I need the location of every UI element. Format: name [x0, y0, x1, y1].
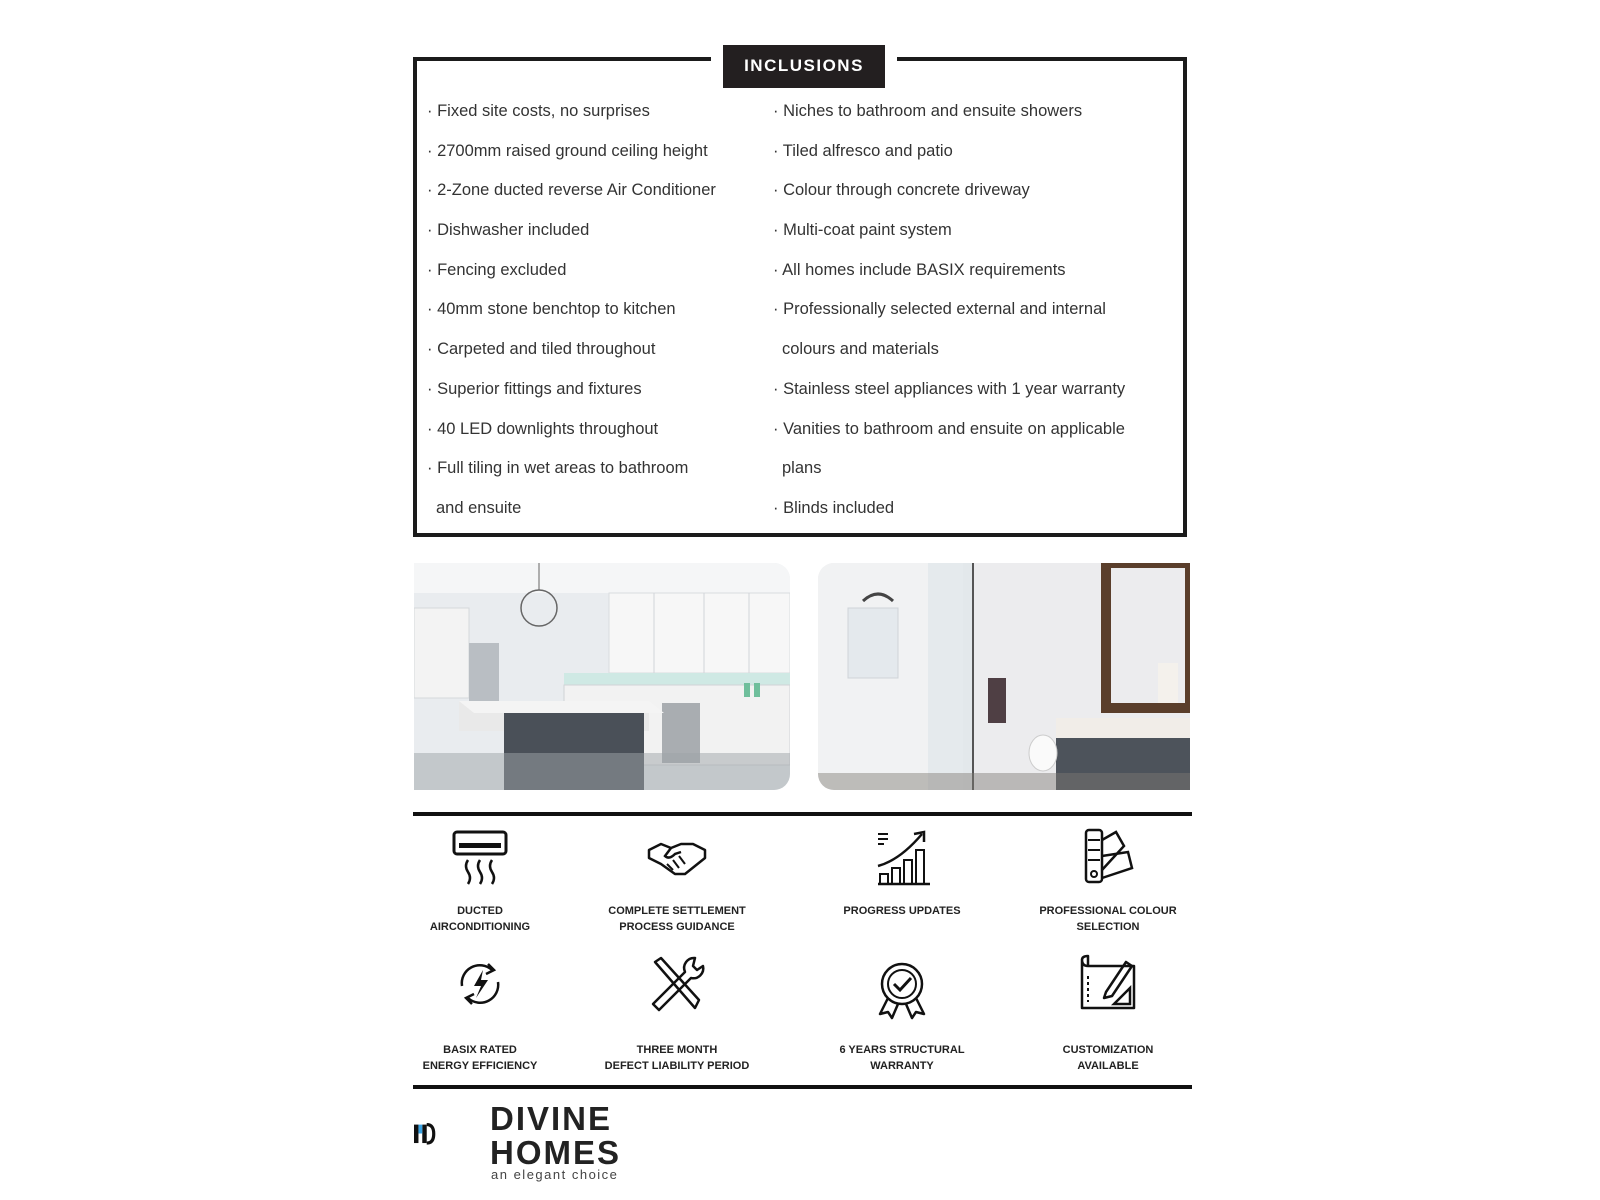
feature-label: COMPLETE SETTLEMENT PROCESS GUIDANCE	[608, 905, 746, 933]
inclusion-item: · Multi-coat paint system	[773, 221, 952, 240]
inclusion-item: · Professionally selected external and internal	[773, 300, 1106, 319]
logo-line1: DIVINE	[490, 1100, 613, 1137]
inclusion-item: plans	[782, 459, 822, 478]
feature-defect-liability	[577, 952, 777, 1072]
blueprint-icon	[1076, 952, 1140, 1016]
handshake-icon	[645, 826, 709, 890]
divider-top	[413, 812, 1192, 816]
feature-label: BASIX RATED ENERGY EFFICIENCY	[422, 1044, 538, 1072]
inclusion-item: · Fixed site costs, no surprises	[427, 102, 650, 120]
inclusion-item: · Carpeted and tiled throughout	[427, 340, 656, 359]
inclusion-item: · Superior fittings and fixtures	[427, 379, 642, 398]
kitchen-photo	[414, 563, 790, 790]
feature-structural-warranty	[802, 958, 1002, 1072]
inclusion-item: colours and materials	[782, 340, 939, 359]
divine-homes-logo	[414, 1102, 484, 1172]
inclusions-right-column	[773, 92, 1125, 529]
inclusion-item: · 2700mm raised ground ceiling height	[427, 141, 708, 160]
certified-badge-icon	[870, 958, 934, 1022]
feature-colour-selection	[1008, 826, 1208, 933]
inclusion-item: · Tiled alfresco and patio	[773, 141, 953, 160]
inclusions-title: INCLUSIONS	[723, 45, 885, 88]
inclusion-item: · Dishwasher included	[427, 221, 590, 240]
logo-tagline: an elegant choice	[491, 1167, 619, 1182]
colour-swatch-icon	[1076, 826, 1140, 890]
feature-label: CUSTOMIZATION AVAILABLE	[1062, 1044, 1154, 1072]
feature-energy-efficiency	[380, 952, 580, 1072]
inclusion-item: and ensuite	[436, 498, 522, 517]
inclusion-item: · 2-Zone ducted reverse Air Conditioner	[427, 181, 716, 200]
feature-label: PROFESSIONAL COLOUR SELECTION	[1039, 905, 1177, 933]
inclusion-item: · 40mm stone benchtop to kitchen	[427, 300, 676, 319]
inclusion-item: · Colour through concrete driveway	[773, 181, 1030, 200]
bathroom-photo	[818, 563, 1190, 790]
divider-bottom	[413, 1085, 1192, 1089]
feature-label: 6 YEARS STRUCTURAL WARRANTY	[839, 1044, 965, 1072]
feature-progress-updates	[802, 826, 1002, 917]
feature-ducted-aircon	[380, 826, 580, 933]
inclusions-left-column	[427, 92, 716, 529]
inclusions-title-wrap	[711, 44, 897, 74]
inclusion-item: · 40 LED downlights throughout	[427, 419, 659, 438]
energy-cycle-icon	[448, 952, 512, 1016]
feature-customization	[1008, 952, 1208, 1072]
inclusion-item: · Vanities to bathroom and ensuite on applicable	[773, 419, 1125, 438]
feature-label: THREE MONTH DEFECT LIABILITY PERIOD	[604, 1044, 750, 1072]
inclusion-item: · All homes include BASIX requirements	[773, 260, 1066, 279]
inclusion-item: · Niches to bathroom and ensuite showers	[773, 102, 1083, 120]
inclusion-item: · Fencing excluded	[427, 260, 567, 279]
air-conditioner-icon	[448, 826, 512, 890]
feature-label: DUCTED AIRCONDITIONING	[429, 905, 531, 933]
inclusion-item: · Blinds included	[773, 498, 895, 517]
growth-chart-icon	[870, 826, 934, 890]
tools-icon	[645, 952, 709, 1016]
inclusion-item: · Full tiling in wet areas to bathroom	[427, 459, 689, 478]
inclusion-item: · Stainless steel appliances with 1 year warranty	[773, 379, 1126, 398]
feature-label: PROGRESS UPDATES	[843, 905, 961, 917]
logo-line2: HOMES	[490, 1134, 622, 1171]
feature-settlement-guidance	[577, 826, 777, 933]
